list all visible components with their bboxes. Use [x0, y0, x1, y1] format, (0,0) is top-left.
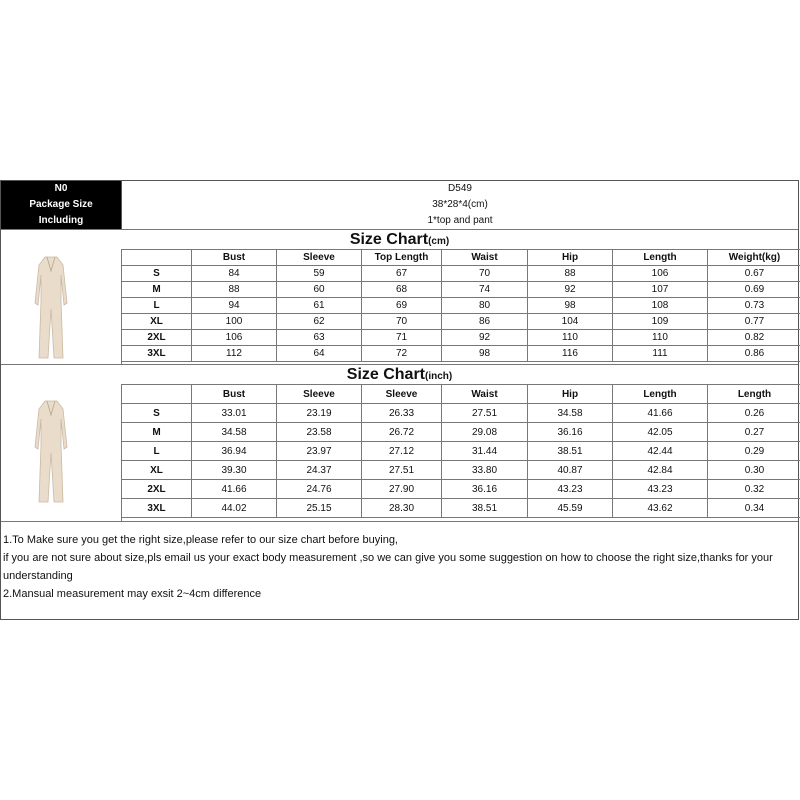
table-cell: 61 — [277, 298, 362, 314]
table-cell: 27.12 — [362, 442, 442, 461]
table-cell: 104 — [528, 314, 613, 330]
table-cell: 109 — [613, 314, 708, 330]
table-header-row — [122, 250, 800, 266]
table-cell: 42.84 — [613, 461, 708, 480]
table-cell: 25.15 — [277, 499, 362, 518]
table-cell: 106 — [192, 330, 277, 346]
table-cell: 36.94 — [192, 442, 277, 461]
size-label: 2XL — [122, 330, 192, 346]
table-cell: 84 — [192, 266, 277, 282]
table-cell: 36.16 — [442, 480, 528, 499]
table-cell: 42.05 — [613, 423, 708, 442]
size-label: S — [122, 404, 192, 423]
table-cell: 86 — [442, 314, 528, 330]
note-line: 1.To Make sure you get the right size,please refer to our size chart before buying, — [3, 534, 398, 546]
info-key: Package Size — [1, 197, 121, 213]
size-table-cm — [121, 249, 798, 362]
table-cell: 0.69 — [708, 282, 800, 298]
table-cell: 23.97 — [277, 442, 362, 461]
column-header — [122, 385, 192, 404]
table-cell: 38.51 — [528, 442, 613, 461]
column-header: Length — [613, 385, 708, 404]
table-cell: 88 — [528, 266, 613, 282]
table-cell: 29.08 — [442, 423, 528, 442]
table-row — [122, 480, 800, 499]
table-cell: 0.73 — [708, 298, 800, 314]
table-row — [122, 314, 800, 330]
table-cell: 68 — [362, 282, 442, 298]
table-cell: 0.29 — [708, 442, 800, 461]
title-unit: (inch) — [425, 371, 453, 382]
table-cell: 67 — [362, 266, 442, 282]
table-cell: 27.90 — [362, 480, 442, 499]
table-row — [122, 404, 800, 423]
table-cell: 34.58 — [528, 404, 613, 423]
table-cell: 40.87 — [528, 461, 613, 480]
table-cell: 0.34 — [708, 499, 800, 518]
table-cell: 26.72 — [362, 423, 442, 442]
column-header: Sleeve — [277, 385, 362, 404]
table-cell: 0.67 — [708, 266, 800, 282]
table-cell: 116 — [528, 346, 613, 362]
table-cell: 94 — [192, 298, 277, 314]
size-label: L — [122, 298, 192, 314]
table-cell: 27.51 — [362, 461, 442, 480]
table-cell: 33.80 — [442, 461, 528, 480]
size-label: 3XL — [122, 346, 192, 362]
column-header: Bust — [192, 385, 277, 404]
product-image-inch — [1, 384, 122, 521]
table-cell: 98 — [528, 298, 613, 314]
table-cell: 31.44 — [442, 442, 528, 461]
table-cell: 80 — [442, 298, 528, 314]
table-cell: 42.44 — [613, 442, 708, 461]
size-label: L — [122, 442, 192, 461]
info-row-package-size — [1, 197, 798, 213]
table-cell: 0.32 — [708, 480, 800, 499]
table-cell: 74 — [442, 282, 528, 298]
info-value: 38*28*4(cm) — [121, 197, 798, 213]
table-header-row — [122, 385, 800, 404]
table-cell: 24.37 — [277, 461, 362, 480]
note-line: 2.Mansual measurement may exsit 2~4cm difference — [3, 588, 262, 600]
size-label: M — [122, 423, 192, 442]
jumpsuit-image — [31, 253, 71, 363]
table-cell: 0.27 — [708, 423, 800, 442]
table-cell: 106 — [613, 266, 708, 282]
size-table-inch — [121, 384, 798, 518]
table-cell: 0.26 — [708, 404, 800, 423]
notes — [3, 531, 794, 603]
column-header: Hip — [528, 385, 613, 404]
size-label: S — [122, 266, 192, 282]
table-cell: 43.23 — [528, 480, 613, 499]
column-header: Waist — [442, 250, 528, 266]
table-cell: 41.66 — [613, 404, 708, 423]
table-row — [122, 461, 800, 480]
table-cell: 62 — [277, 314, 362, 330]
table-row — [122, 346, 800, 362]
jumpsuit-image — [31, 392, 71, 512]
table-cell: 38.51 — [442, 499, 528, 518]
info-value: 1*top and pant — [121, 213, 798, 229]
product-image-cm — [1, 249, 122, 364]
column-header: Weight(kg) — [708, 250, 800, 266]
info-value: D549 — [121, 181, 798, 197]
table-cell: 111 — [613, 346, 708, 362]
title-unit: (cm) — [428, 236, 450, 247]
table-cell: 33.01 — [192, 404, 277, 423]
table-cell: 27.51 — [442, 404, 528, 423]
table-row — [122, 442, 800, 461]
info-row-number — [1, 181, 798, 197]
info-row-including — [1, 213, 798, 229]
table-cell: 108 — [613, 298, 708, 314]
table-cell: 92 — [442, 330, 528, 346]
size-label: 2XL — [122, 480, 192, 499]
divider — [1, 521, 798, 522]
table-cell: 0.82 — [708, 330, 800, 346]
table-row — [122, 423, 800, 442]
note-line: if you are not sure about size,pls email us your exact body measurement ,so we can give you some suggestion on how to choose the right size,thanks for your understanding — [3, 552, 773, 582]
table-cell: 24.76 — [277, 480, 362, 499]
table-cell: 100 — [192, 314, 277, 330]
table-row — [122, 499, 800, 518]
info-key: Including — [1, 213, 121, 229]
table-cell: 0.77 — [708, 314, 800, 330]
table-cell: 36.16 — [528, 423, 613, 442]
table-cell: 60 — [277, 282, 362, 298]
table-cell: 39.30 — [192, 461, 277, 480]
table-cell: 45.59 — [528, 499, 613, 518]
size-label: M — [122, 282, 192, 298]
column-header — [122, 250, 192, 266]
table-cell: 0.86 — [708, 346, 800, 362]
column-header: Bust — [192, 250, 277, 266]
table-row — [122, 330, 800, 346]
table-cell: 72 — [362, 346, 442, 362]
table-cell: 23.58 — [277, 423, 362, 442]
table-cell: 44.02 — [192, 499, 277, 518]
table-cell: 41.66 — [192, 480, 277, 499]
table-cell: 70 — [442, 266, 528, 282]
table-cell: 43.23 — [613, 480, 708, 499]
column-header: Hip — [528, 250, 613, 266]
column-header: Waist — [442, 385, 528, 404]
table-cell: 63 — [277, 330, 362, 346]
table-cell: 92 — [528, 282, 613, 298]
column-header: Length — [613, 250, 708, 266]
size-label: XL — [122, 461, 192, 480]
table-cell: 110 — [528, 330, 613, 346]
table-cell: 88 — [192, 282, 277, 298]
table-cell: 69 — [362, 298, 442, 314]
table-cell: 59 — [277, 266, 362, 282]
table-cell: 34.58 — [192, 423, 277, 442]
table-cell: 71 — [362, 330, 442, 346]
table-cell: 107 — [613, 282, 708, 298]
table-cell: 70 — [362, 314, 442, 330]
table-cell: 64 — [277, 346, 362, 362]
column-header: Sleeve — [277, 250, 362, 266]
column-header: Top Length — [362, 250, 442, 266]
size-label: 3XL — [122, 499, 192, 518]
table-cell: 110 — [613, 330, 708, 346]
table-cell: 43.62 — [613, 499, 708, 518]
column-header: Sleeve — [362, 385, 442, 404]
size-chart-sheet — [0, 180, 799, 620]
title-text: Size Chart — [349, 231, 429, 248]
table-row — [122, 266, 800, 282]
title-text: Size Chart — [346, 366, 426, 383]
info-key: N0 — [1, 181, 121, 197]
table-cell: 0.30 — [708, 461, 800, 480]
table-cell: 28.30 — [362, 499, 442, 518]
table-cell: 112 — [192, 346, 277, 362]
table-cell: 26.33 — [362, 404, 442, 423]
size-label: XL — [122, 314, 192, 330]
column-header: Length — [708, 385, 800, 404]
table-row — [122, 282, 800, 298]
table-row — [122, 298, 800, 314]
table-cell: 98 — [442, 346, 528, 362]
table-cell: 23.19 — [277, 404, 362, 423]
